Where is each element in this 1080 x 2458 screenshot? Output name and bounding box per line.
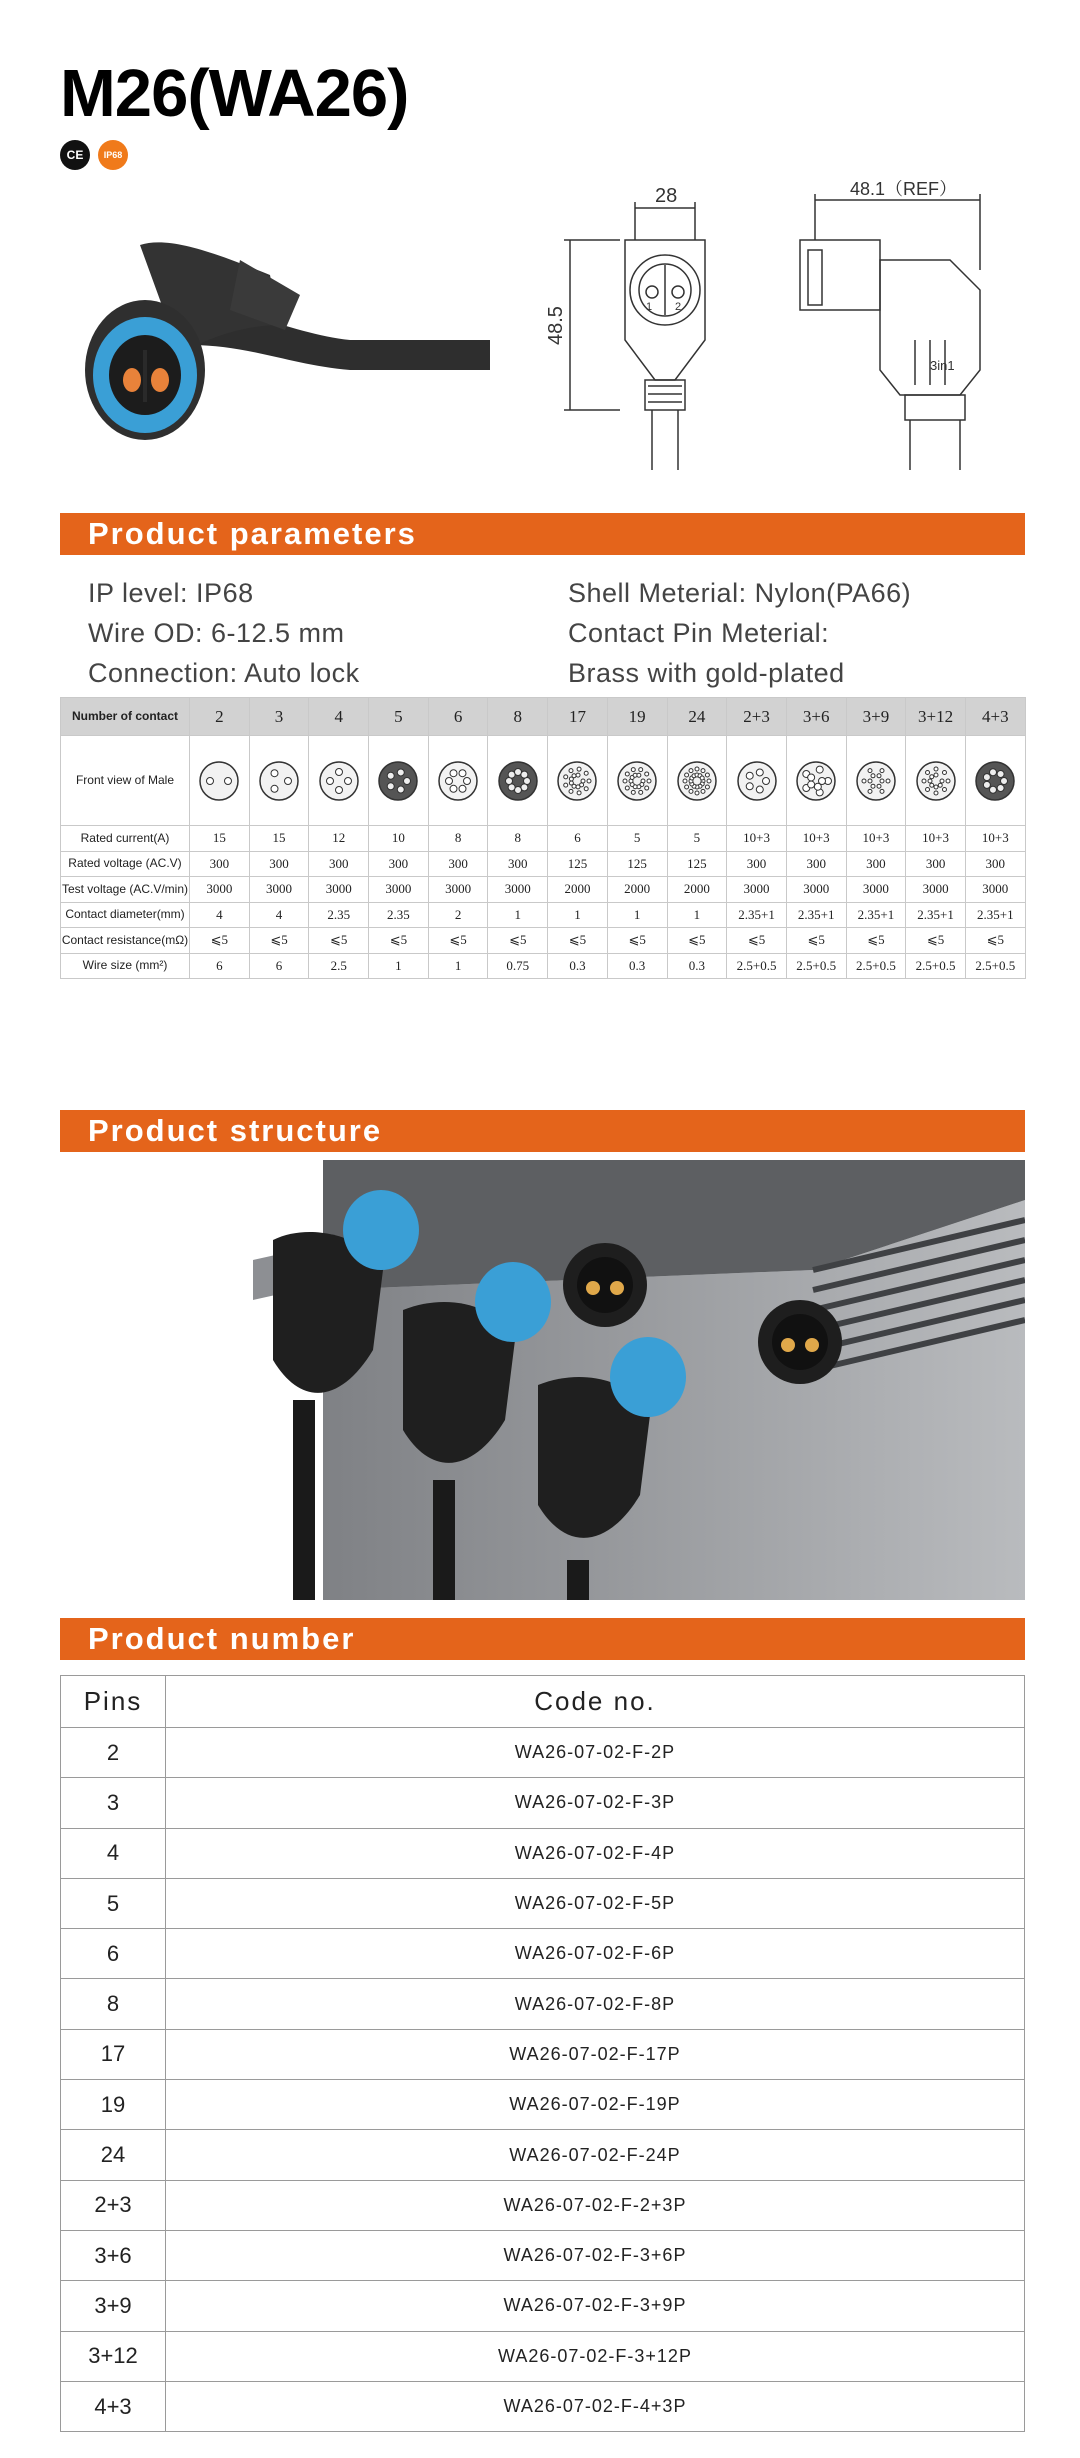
param-cell: ⩽5 [309, 928, 369, 954]
pin-layout-icon [318, 760, 360, 802]
param-row-label: Wire size (mm²) [61, 953, 190, 979]
param-cell: 10 [369, 826, 429, 852]
front-view-cell [309, 736, 369, 826]
code-cell: WA26-07-02-F-24P [166, 2130, 1025, 2180]
col-header: 3+12 [906, 698, 966, 736]
pin-layout-icon [437, 760, 479, 802]
col-header: 8 [488, 698, 548, 736]
dimension-height: 48.5 [545, 306, 567, 345]
param-cell: ⩽5 [786, 928, 846, 954]
param-cell: 0.3 [548, 953, 608, 979]
code-cell: WA26-07-02-F-2+3P [166, 2180, 1025, 2230]
param-cell: 10+3 [846, 826, 906, 852]
pin-layout-icon [915, 760, 957, 802]
param-cell: 3000 [846, 877, 906, 903]
param-cell: ⩽5 [965, 928, 1025, 954]
param-cell: 8 [428, 826, 488, 852]
table-row [61, 1778, 1025, 1828]
section-title-structure: Product structure [60, 1110, 1025, 1152]
param-cell: 125 [607, 851, 667, 877]
param-cell: 6 [548, 826, 608, 852]
param-cell: 5 [667, 826, 727, 852]
front-view-cell [727, 736, 787, 826]
param-cell: 300 [846, 851, 906, 877]
param-cell: 1 [607, 902, 667, 928]
param-cell: 4 [249, 902, 309, 928]
code-cell: WA26-07-02-F-3+6P [166, 2230, 1025, 2280]
front-view-cell [249, 736, 309, 826]
param-cell: 6 [249, 953, 309, 979]
product-structure-photo [253, 1160, 1025, 1600]
spec-contact-pin-material: Contact Pin Meterial: [568, 618, 830, 648]
param-cell: 2000 [667, 877, 727, 903]
col-header: 2 [190, 698, 250, 736]
table-row [61, 2029, 1025, 2079]
table-row [61, 2080, 1025, 2130]
front-view-cell [548, 736, 608, 826]
param-cell: 2000 [548, 877, 608, 903]
param-row [61, 826, 1026, 852]
marking-label: 3in1 [930, 358, 955, 373]
table-row [61, 1828, 1025, 1878]
param-row [61, 877, 1026, 903]
param-cell: 3000 [369, 877, 429, 903]
front-view-cell [190, 736, 250, 826]
pins-cell: 2 [61, 1728, 166, 1778]
code-cell: WA26-07-02-F-3P [166, 1778, 1025, 1828]
param-cell: 3000 [906, 877, 966, 903]
param-cell: 1 [667, 902, 727, 928]
pins-cell: 2+3 [61, 2180, 166, 2230]
pins-cell: 19 [61, 2080, 166, 2130]
front-view-cell [428, 736, 488, 826]
param-cell: ⩽5 [369, 928, 429, 954]
table-row [61, 1878, 1025, 1928]
param-cell: 2.5+0.5 [727, 953, 787, 979]
spec-wire-od: Wire OD: 6-12.5 mm [88, 618, 345, 648]
pin-layout-icon [198, 760, 240, 802]
param-cell: ⩽5 [548, 928, 608, 954]
code-cell: WA26-07-02-F-17P [166, 2029, 1025, 2079]
param-cell: 4 [190, 902, 250, 928]
param-cell: 1 [428, 953, 488, 979]
param-cell: 3000 [488, 877, 548, 903]
param-cell: 2.35 [369, 902, 429, 928]
col-header: 3+6 [786, 698, 846, 736]
param-cell: 3000 [727, 877, 787, 903]
param-cell: 10+3 [786, 826, 846, 852]
param-cell: 3000 [249, 877, 309, 903]
code-cell: WA26-07-02-F-4P [166, 1828, 1025, 1878]
col-header: 19 [607, 698, 667, 736]
pin-layout-icon [974, 760, 1016, 802]
param-cell: 300 [190, 851, 250, 877]
code-cell: WA26-07-02-F-8P [166, 1979, 1025, 2029]
param-cell: 10+3 [965, 826, 1025, 852]
param-cell: 2.5+0.5 [906, 953, 966, 979]
pin-layout-icon [855, 760, 897, 802]
table-row [61, 2230, 1025, 2280]
col-header: 3 [249, 698, 309, 736]
header-pins: Pins [61, 1676, 166, 1728]
param-cell: 300 [906, 851, 966, 877]
param-cell: 2.35+1 [965, 902, 1025, 928]
col-header: 4 [309, 698, 369, 736]
param-cell: 2.35+1 [906, 902, 966, 928]
pin-label-2: 2 [675, 301, 682, 313]
parameters-table [60, 697, 1026, 979]
pin-layout-icon [377, 760, 419, 802]
spec-connection: Connection: Auto lock [88, 658, 360, 688]
code-cell: WA26-07-02-F-5P [166, 1878, 1025, 1928]
pins-cell: 17 [61, 2029, 166, 2079]
param-cell: 2.5+0.5 [965, 953, 1025, 979]
pin-layout-icon [676, 760, 718, 802]
front-view-cell [786, 736, 846, 826]
param-cell: 6 [190, 953, 250, 979]
dimension-drawing [540, 180, 1000, 480]
param-cell: 300 [309, 851, 369, 877]
param-cell: 0.3 [667, 953, 727, 979]
table-row [61, 1728, 1025, 1778]
spec-ip-level: IP level: IP68 [88, 578, 254, 608]
section-title-parameters: Product parameters [60, 513, 1025, 555]
code-cell: WA26-07-02-F-3+12P [166, 2331, 1025, 2381]
row-label-front-view: Front view of Male [61, 736, 190, 826]
spec-shell-material: Shell Meterial: Nylon(PA66) [568, 578, 912, 608]
front-view-cell [667, 736, 727, 826]
code-cell: WA26-07-02-F-3+9P [166, 2281, 1025, 2331]
pins-cell: 4 [61, 1828, 166, 1878]
pin-layout-icon [258, 760, 300, 802]
param-cell: ⩽5 [428, 928, 488, 954]
page-title: M26(WA26) [60, 56, 409, 131]
param-row-label: Contact resistance(mΩ) [61, 928, 190, 954]
pins-cell: 3 [61, 1778, 166, 1828]
pins-cell: 3+12 [61, 2331, 166, 2381]
param-cell: 15 [190, 826, 250, 852]
param-cell: 125 [667, 851, 727, 877]
ip68-badge-icon: IP68 [98, 140, 128, 170]
param-cell: 2.5+0.5 [846, 953, 906, 979]
param-cell: 300 [965, 851, 1025, 877]
col-header: 5 [369, 698, 429, 736]
param-row-label: Rated current(A) [61, 826, 190, 852]
param-row [61, 953, 1026, 979]
param-row-label: Contact diameter(mm) [61, 902, 190, 928]
connector-product-photo [70, 215, 490, 455]
section-title-number: Product number [60, 1618, 1025, 1660]
header-code-no: Code no. [166, 1676, 1025, 1728]
param-cell: ⩽5 [190, 928, 250, 954]
table-row [61, 1979, 1025, 2029]
param-cell: ⩽5 [667, 928, 727, 954]
param-row-label: Rated voltage (AC.V) [61, 851, 190, 877]
front-view-cell [488, 736, 548, 826]
param-cell: 300 [727, 851, 787, 877]
param-cell: ⩽5 [249, 928, 309, 954]
param-cell: ⩽5 [727, 928, 787, 954]
param-cell: 8 [488, 826, 548, 852]
front-view-cell [607, 736, 667, 826]
table-row [61, 2381, 1025, 2431]
param-cell: 2 [428, 902, 488, 928]
param-cell: 2000 [607, 877, 667, 903]
pins-cell: 4+3 [61, 2381, 166, 2431]
param-cell: 2.35+1 [727, 902, 787, 928]
code-cell: WA26-07-02-F-4+3P [166, 2381, 1025, 2431]
param-cell: 5 [607, 826, 667, 852]
param-cell: 300 [786, 851, 846, 877]
table-row [61, 2281, 1025, 2331]
code-cell: WA26-07-02-F-2P [166, 1728, 1025, 1778]
pin-label-1: 1 [646, 301, 653, 313]
dimension-ref: 48.1（REF） [850, 180, 958, 199]
pins-cell: 3+9 [61, 2281, 166, 2331]
param-cell: 3000 [190, 877, 250, 903]
pins-cell: 3+6 [61, 2230, 166, 2280]
header-number-of-contact: Number of contact [61, 698, 190, 736]
param-row-label: Test voltage (AC.V/min) [61, 877, 190, 903]
col-header: 24 [667, 698, 727, 736]
front-view-cell [965, 736, 1025, 826]
param-cell: ⩽5 [488, 928, 548, 954]
param-cell: 3000 [786, 877, 846, 903]
col-header: 6 [428, 698, 488, 736]
table-row [61, 2331, 1025, 2381]
param-cell: 3000 [965, 877, 1025, 903]
param-row [61, 928, 1026, 954]
param-cell: 3000 [428, 877, 488, 903]
pin-layout-icon [736, 760, 778, 802]
product-number-table [60, 1675, 1025, 2432]
front-view-cell [846, 736, 906, 826]
param-cell: 2.35 [309, 902, 369, 928]
table-row [61, 2130, 1025, 2180]
param-cell: 2.35+1 [846, 902, 906, 928]
pins-cell: 8 [61, 1979, 166, 2029]
param-cell: 2.5+0.5 [786, 953, 846, 979]
param-cell: 300 [249, 851, 309, 877]
param-cell: 12 [309, 826, 369, 852]
param-cell: ⩽5 [607, 928, 667, 954]
param-cell: 1 [369, 953, 429, 979]
pins-cell: 6 [61, 1929, 166, 1979]
table-row [61, 2180, 1025, 2230]
param-cell: ⩽5 [846, 928, 906, 954]
param-row [61, 851, 1026, 877]
param-cell: 10+3 [727, 826, 787, 852]
pin-layout-icon [556, 760, 598, 802]
param-cell: 1 [548, 902, 608, 928]
param-cell: 125 [548, 851, 608, 877]
dimension-width: 28 [655, 185, 678, 207]
col-header: 4+3 [965, 698, 1025, 736]
pin-layout-icon [616, 760, 658, 802]
col-header: 2+3 [727, 698, 787, 736]
pins-cell: 24 [61, 2130, 166, 2180]
ce-mark-icon: CE [60, 140, 90, 170]
param-cell: ⩽5 [906, 928, 966, 954]
front-view-cell [906, 736, 966, 826]
pin-layout-icon [497, 760, 539, 802]
table-row [61, 1929, 1025, 1979]
code-cell: WA26-07-02-F-6P [166, 1929, 1025, 1979]
col-header: 17 [548, 698, 608, 736]
param-cell: 0.75 [488, 953, 548, 979]
pins-cell: 5 [61, 1878, 166, 1928]
front-view-cell [369, 736, 429, 826]
param-cell: 10+3 [906, 826, 966, 852]
param-cell: 300 [369, 851, 429, 877]
pin-layout-icon [795, 760, 837, 802]
param-cell: 1 [488, 902, 548, 928]
param-cell: 2.35+1 [786, 902, 846, 928]
param-cell: 3000 [309, 877, 369, 903]
param-cell: 2.5 [309, 953, 369, 979]
param-cell: 15 [249, 826, 309, 852]
param-cell: 300 [488, 851, 548, 877]
code-cell: WA26-07-02-F-19P [166, 2080, 1025, 2130]
spec-contact-pin-value: Brass with gold-plated [568, 658, 845, 688]
param-cell: 300 [428, 851, 488, 877]
param-cell: 0.3 [607, 953, 667, 979]
col-header: 3+9 [846, 698, 906, 736]
param-row [61, 902, 1026, 928]
